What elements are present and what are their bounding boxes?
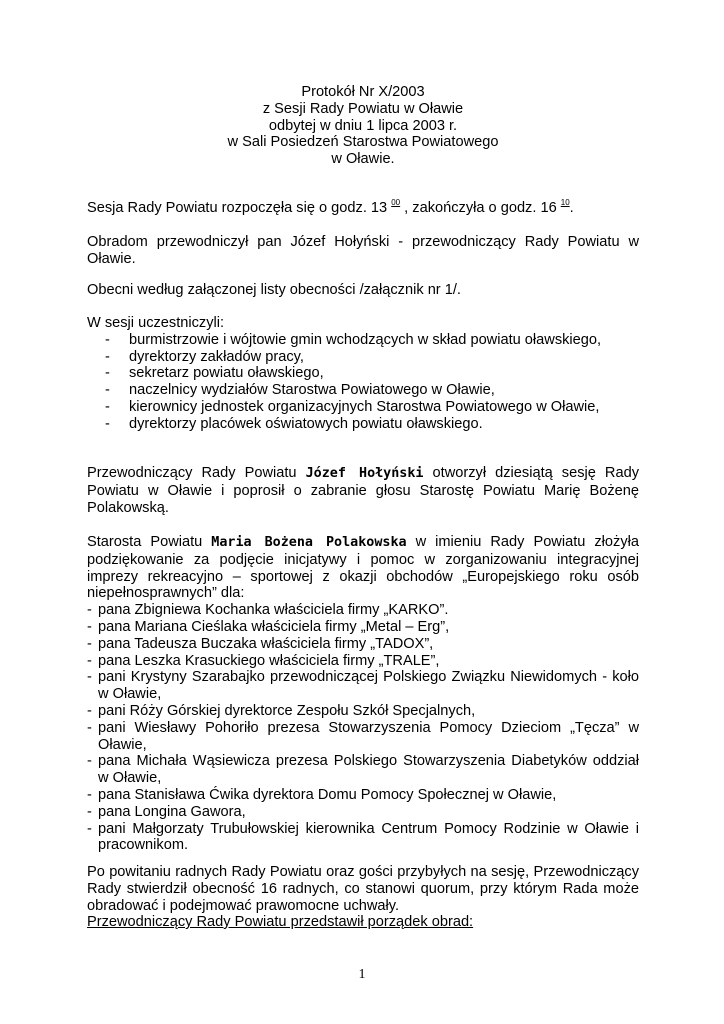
list-item: - pana Stanisława Ćwika dyrektora Domu Pomocy Społecznej w Oławie, [87, 787, 639, 804]
opening-paragraph [87, 465, 639, 516]
end-minutes: 10 [560, 198, 570, 207]
attendance-paragraph: Obecni według załączonej listy obecności /załącznik nr 1/. [87, 282, 461, 298]
thanks-list [87, 602, 639, 854]
participants-section [87, 315, 639, 433]
thanks-paragraph [87, 534, 639, 602]
thanks-section [87, 534, 639, 854]
session-venue: w Sali Posiedzeń Starostwa Powiatowego [227, 134, 499, 151]
agenda-heading: Przewodniczący Rady Powiatu przedstawił porządek obrad: [87, 914, 474, 930]
end-tail: . [569, 200, 574, 216]
list-item: - naczelnicy wydziałów Starostwa Powiatowego w Oławie, [87, 382, 639, 399]
opening-before: Przewodniczący Rady Powiatu [87, 465, 306, 481]
session-date: odbytej w dniu 1 lipca 2003 r. [268, 117, 458, 134]
list-item: - pana Zbigniewa Kochanka właściciela firmy „KARKO”. [87, 602, 639, 619]
chair-paragraph: Obradom przewodniczył pan Józef Hołyński - przewodniczący Rady Powiatu w Oławie. [87, 234, 639, 267]
opening-after: otworzył dziesiątą sesję Rady Powiatu w Oławie i poprosił o zabranie głosu Starostę Powiatu Marię Bożenę Polakowską. [87, 465, 639, 516]
quorum-paragraph: Po powitaniu radnych Rady Powiatu oraz gości przybyłych na sesję, Przewodniczący Rady stwierdził obecność 16 radnych, co stanowi quorum, przy którym Rada może obradować i podejmować prawomocne uchwały. [87, 864, 639, 914]
participants-list [87, 332, 639, 433]
session-city: w Oławie. [331, 151, 395, 168]
list-item: - dyrektorzy placówek oświatowych powiatu oławskiego. [87, 416, 639, 433]
list-item: - pana Longina Gawora, [87, 804, 639, 821]
list-item: - pana Mariana Cieślaka właściciela firmy „Metal – Erg”, [87, 619, 639, 636]
list-item: - dyrektorzy zakładów pracy, [87, 349, 639, 366]
session-name: z Sesji Rady Powiatu w Oławie [262, 100, 464, 117]
page-number: 1 [358, 967, 366, 982]
thanks-before: Starosta Powiatu [87, 534, 212, 550]
session-times [87, 200, 639, 217]
list-item: - kierownicy jednostek organizacyjnych Starostwa Powiatowego w Oławie, [87, 399, 639, 416]
list-item: - pani Róży Górskiej dyrektorce Zespołu Szkół Specjalnych, [87, 703, 639, 720]
thanks-after: w imieniu Rady Powiatu złożyła podziękowanie za podjęcie inicjatywy i pomoc w zorganizowaniu integracyjnej imprezy rekreacyjno – sportowej z okazji obchodów „Europejskiego roku osób niepełnosprawnych” dla: [87, 534, 639, 602]
start-minutes: 00 [391, 198, 401, 207]
list-item: - burmistrzowie i wójtowie gmin wchodzących w skład powiatu oławskiego, [87, 332, 639, 349]
list-item: - pani Małgorzaty Trubułowskiej kierownika Centrum Pomocy Rodzinie w Oławie i pracownikom. [87, 821, 639, 855]
end-text: , zakończyła o godz. 16 [400, 200, 561, 216]
starost-name: Maria Bożena Polakowska [211, 535, 407, 550]
chairman-name: Józef Hołyński [305, 466, 424, 481]
list-item: - sekretarz powiatu oławskiego, [87, 365, 639, 382]
start-text: Sesja Rady Powiatu rozpoczęła się o godz. 13 [87, 200, 392, 216]
list-item: - pana Leszka Krasuckiego właściciela firmy „TRALE”, [87, 653, 639, 670]
participants-intro: W sesji uczestniczyli: [87, 315, 225, 331]
list-item: - pani Wiesławy Pohoriło prezesa Stowarzyszenia Pomocy Dzieciom „Tęcza” w Oławie, [87, 720, 639, 754]
list-item: - pani Krystyny Szarabajko przewodniczącej Polskiego Związku Niewidomych - koło w Oławie, [87, 669, 639, 703]
list-item: - pana Tadeusza Buczaka właściciela firmy „TADOX”, [87, 636, 639, 653]
list-item: - pana Michała Wąsiewicza prezesa Polskiego Stowarzyszenia Diabetyków oddział w Oławie, [87, 753, 639, 787]
document-title [87, 84, 639, 168]
protocol-number: Protokół Nr X/2003 [301, 84, 425, 100]
